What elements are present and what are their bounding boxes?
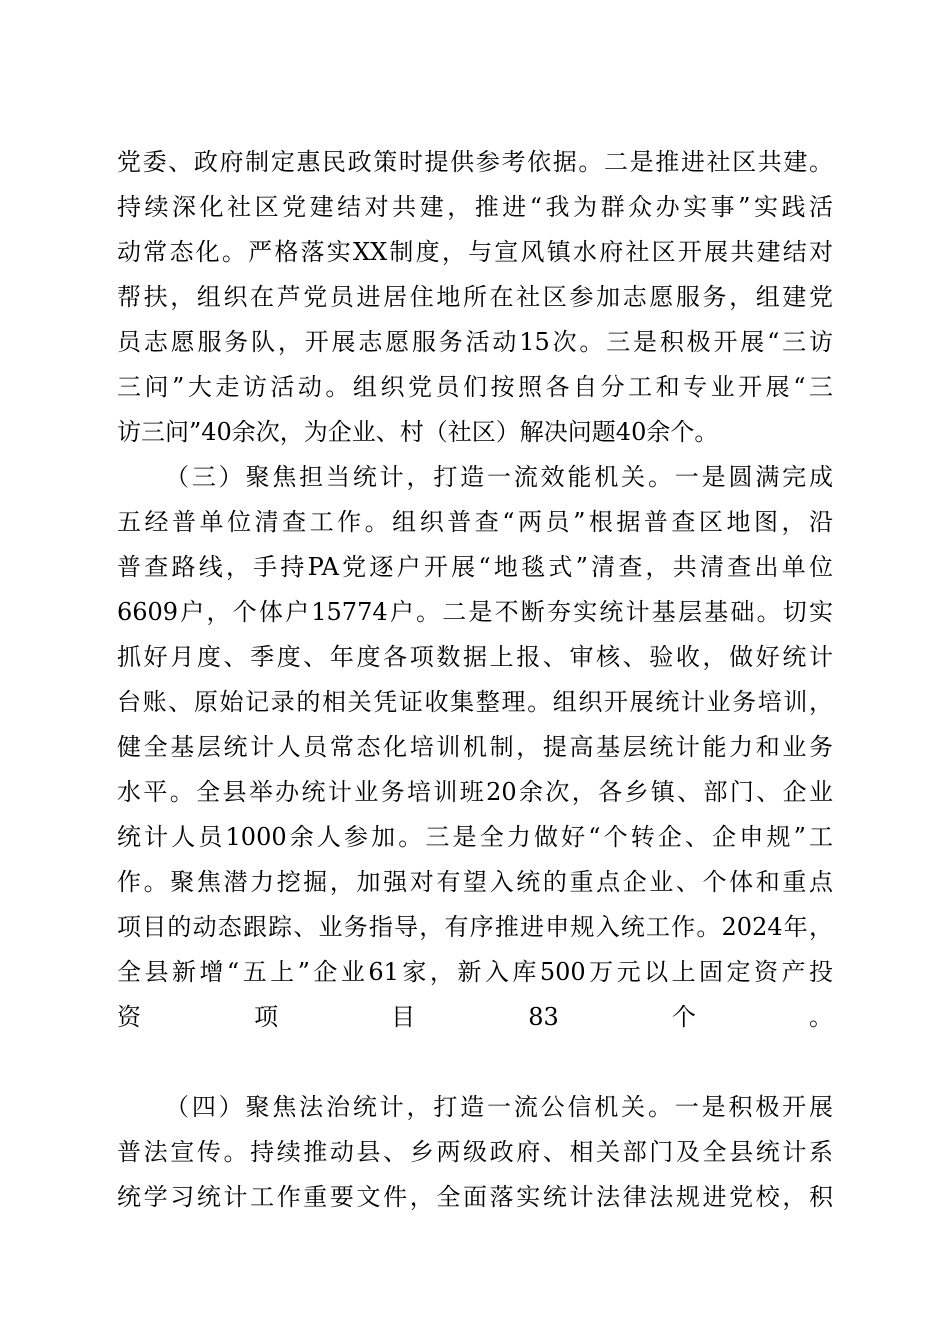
text-line: 普法宣传。持续推动县、乡两级政府、相关部门及全县统计系 bbox=[117, 1138, 833, 1166]
text-line: 普查路线，手持PA党逐户开展“地毯式”清查，共清查出单位 bbox=[117, 553, 833, 581]
paragraph-1 bbox=[117, 140, 833, 455]
text-line: 访三问”40余次，为企业、村（社区）解决问题40余个。 bbox=[117, 418, 719, 446]
text-line bbox=[117, 1040, 833, 1085]
text-line: 五经普单位清查工作。组织普查“两员”根据普查区地图，沿 bbox=[117, 508, 833, 536]
text-line: 水平。全县举办统计业务培训班20余次，各乡镇、部门、企业 bbox=[117, 778, 833, 806]
text-line: 资项目83个。 bbox=[117, 1003, 833, 1031]
paragraph-2 bbox=[117, 455, 833, 1085]
text-line: 党委、政府制定惠民政策时提供参考依据。二是推进社区共建。 bbox=[117, 148, 833, 176]
text-line: 作。聚焦潜力挖掘，加强对有望入统的重点企业、个体和重点 bbox=[117, 868, 833, 896]
text-line: 动常态化。严格落实XX制度，与宣风镇水府社区开展共建结对 bbox=[117, 238, 833, 266]
text-line: 抓好月度、季度、年度各项数据上报、审核、验收，做好统计 bbox=[117, 643, 833, 671]
text-line: 健全基层统计人员常态化培训机制，提高基层统计能力和业务 bbox=[117, 733, 833, 761]
section-heading-line: （四）聚焦法治统计，打造一流公信机关。一是积极开展 bbox=[165, 1093, 833, 1121]
text-line: 统计人员1000余人参加。三是全力做好“个转企、企申规”工 bbox=[117, 823, 833, 851]
document-body bbox=[117, 140, 833, 1220]
text-line: 6609户，个体户15774户。二是不断夯实统计基层基础。切实 bbox=[117, 598, 833, 626]
text-line: 项目的动态跟踪、业务指导，有序推进申规入统工作。2024年， bbox=[117, 913, 833, 941]
text-line: 持续深化社区党建结对共建，推进“我为群众办实事”实践活 bbox=[117, 193, 833, 221]
text-line: 帮扶，组织在芦党员进居住地所在社区参加志愿服务，组建党 bbox=[117, 283, 833, 311]
section-heading-line: （三）聚焦担当统计，打造一流效能机关。一是圆满完成 bbox=[165, 463, 833, 491]
text-line: 统学习统计工作重要文件，全面落实统计法律法规进党校，积 bbox=[117, 1183, 833, 1211]
text-line: 三问”大走访活动。组织党员们按照各自分工和专业开展“三 bbox=[117, 373, 833, 401]
paragraph-3 bbox=[117, 1085, 833, 1220]
text-line: 全县新增“五上”企业61家，新入库500万元以上固定资产投 bbox=[117, 958, 833, 986]
text-line: 台账、原始记录的相关凭证收集整理。组织开展统计业务培训， bbox=[117, 688, 833, 716]
text-line: 员志愿服务队，开展志愿服务活动15次。三是积极开展“三访 bbox=[117, 328, 833, 356]
